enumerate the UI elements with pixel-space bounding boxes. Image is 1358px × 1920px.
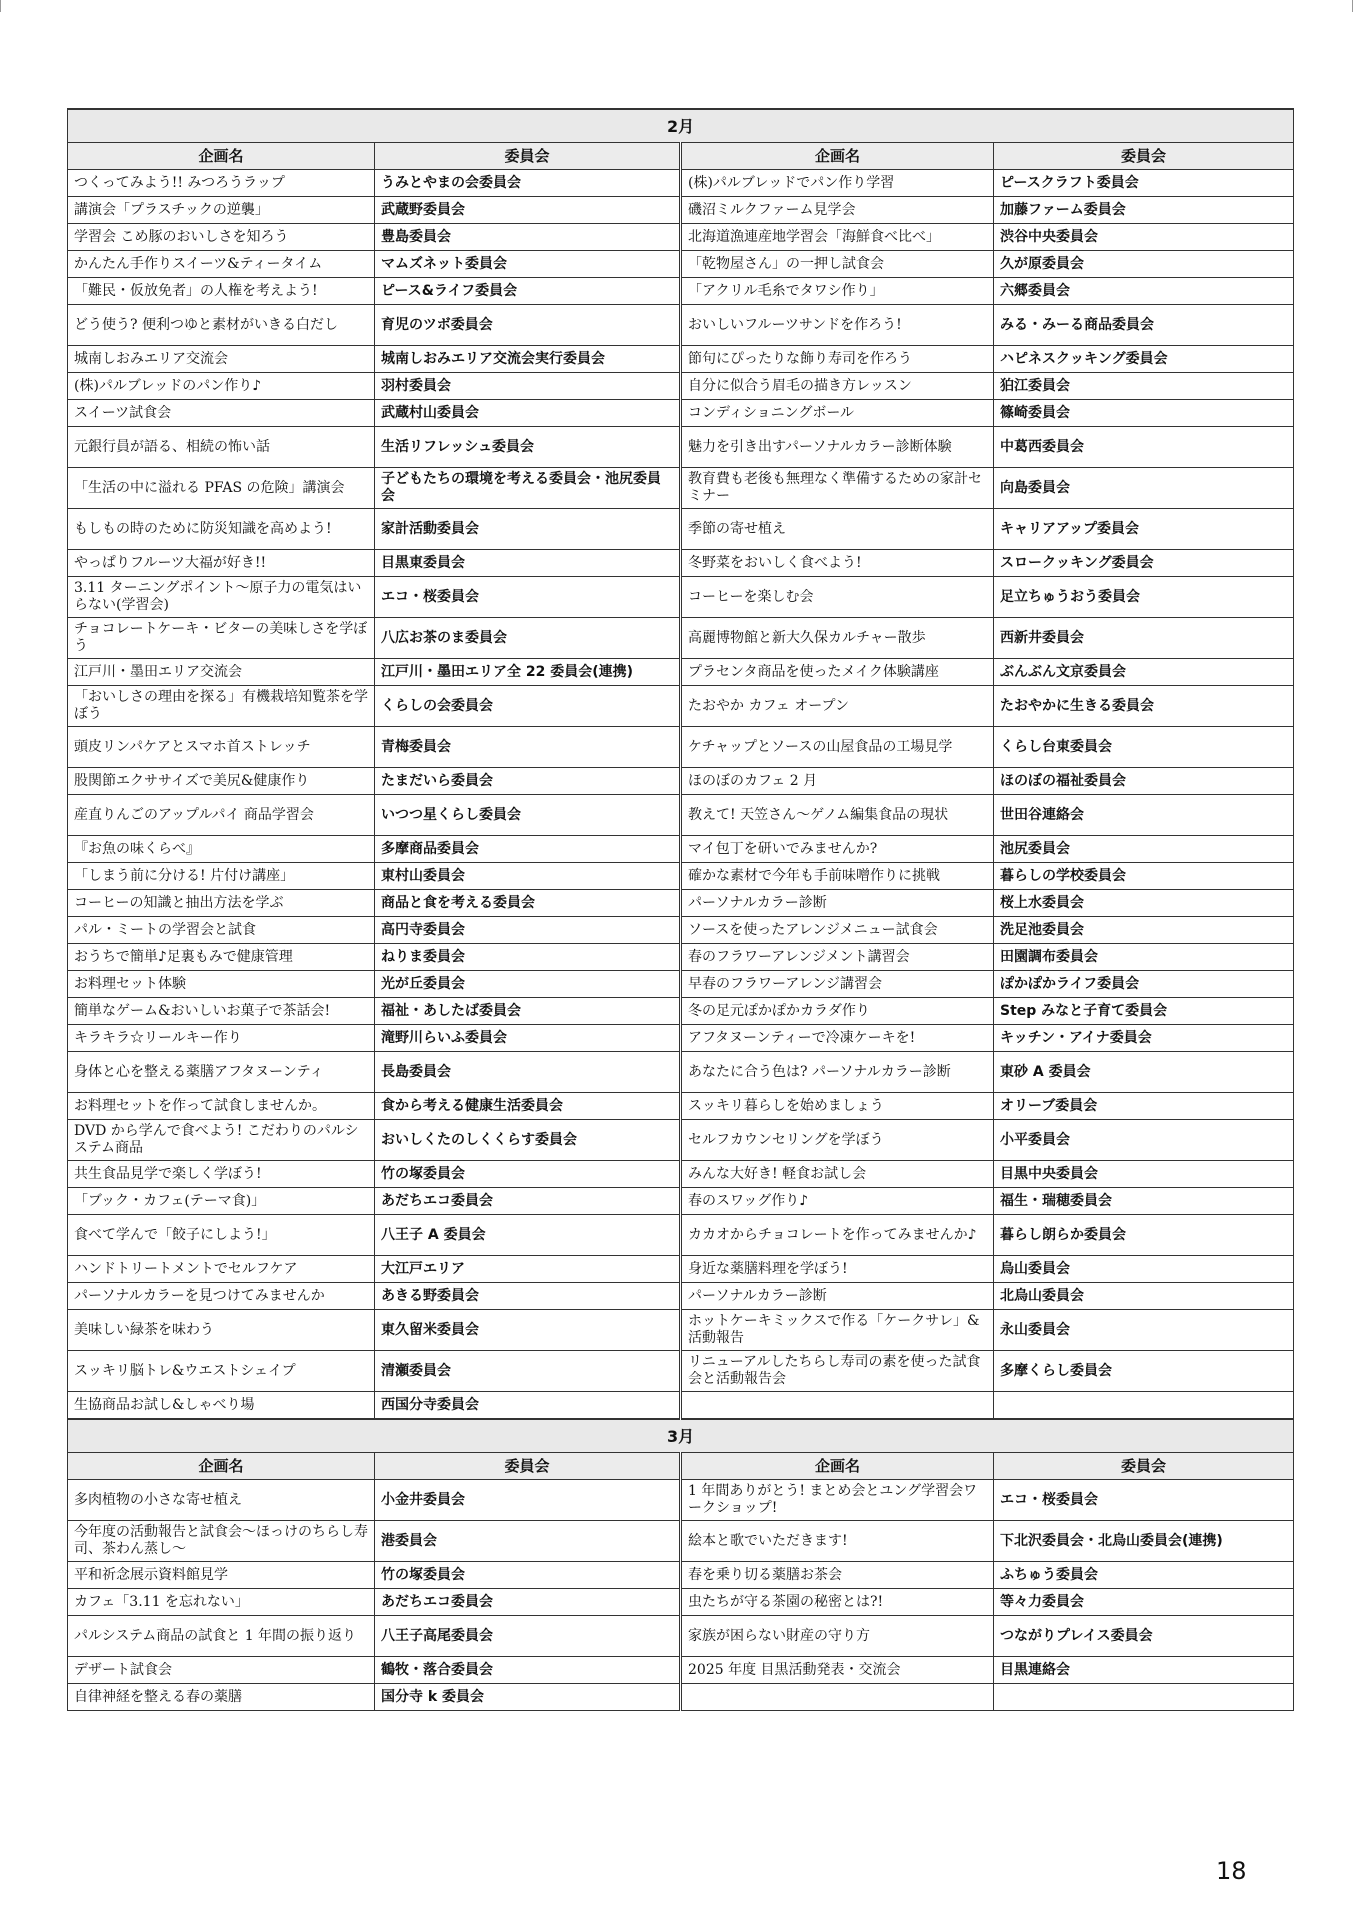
committee-cell: 国分寺 k 委員会 <box>375 1684 681 1711</box>
committee-cell: 足立ちゅうおう委員会 <box>994 577 1294 618</box>
committee-cell: ピース&ライフ委員会 <box>375 278 681 305</box>
event-name-cell: 季節の寄せ植え <box>681 509 994 550</box>
committee-cell: 東久留米委員会 <box>375 1310 681 1351</box>
event-name-cell: もしもの時のために防災知識を高めよう! <box>68 509 375 550</box>
event-name-cell: 江戸川・墨田エリア交流会 <box>68 659 375 686</box>
event-name-cell: 身体と心を整える薬膳アフタヌーンティ <box>68 1052 375 1093</box>
committee-cell: 高円寺委員会 <box>375 917 681 944</box>
event-name-cell: 「しまう前に分ける! 片付け講座」 <box>68 863 375 890</box>
event-name-cell: かんたん手作りスイーツ&ティータイム <box>68 251 375 278</box>
committee-cell: 多摩商品委員会 <box>375 836 681 863</box>
committee-cell: たまだいら委員会 <box>375 768 681 795</box>
event-name-cell: おいしいフルーツサンドを作ろう! <box>681 305 994 346</box>
month-title: 3月 <box>68 1419 1294 1453</box>
committee-cell: キッチン・アイナ委員会 <box>994 1025 1294 1052</box>
committee-cell: 城南しおみエリア交流会実行委員会 <box>375 346 681 373</box>
committee-cell: キャリアアップ委員会 <box>994 509 1294 550</box>
event-name-cell: 美味しい緑茶を味わう <box>68 1310 375 1351</box>
committee-cell: 羽村委員会 <box>375 373 681 400</box>
committee-cell: 向島委員会 <box>994 468 1294 509</box>
event-name-cell: アフタヌーンティーで冷凍ケーキを! <box>681 1025 994 1052</box>
event-name-cell: 虫たちが守る茶園の秘密とは?! <box>681 1589 994 1616</box>
event-name-cell: 「難民・仮放免者」の人権を考えよう! <box>68 278 375 305</box>
committee-cell: 中葛西委員会 <box>994 427 1294 468</box>
month-row <box>68 109 1294 143</box>
schedule-tables <box>67 108 1293 1711</box>
event-name-cell: お料理セット体験 <box>68 971 375 998</box>
committee-cell: 池尻委員会 <box>994 836 1294 863</box>
table-row <box>68 836 1294 863</box>
month-title: 2月 <box>68 109 1294 143</box>
event-name-cell: 教育費も老後も無理なく準備するための家計セミナー <box>681 468 994 509</box>
event-name-cell: 食べて学んで「餃子にしよう!」 <box>68 1215 375 1256</box>
committee-cell: 東砂 A 委員会 <box>994 1052 1294 1093</box>
committee-cell <box>994 1392 1294 1420</box>
table-row <box>68 278 1294 305</box>
committee-cell: 目黒東委員会 <box>375 550 681 577</box>
table-row <box>68 1025 1294 1052</box>
event-name-cell: コンディショニングボール <box>681 400 994 427</box>
table-row <box>68 863 1294 890</box>
event-name-cell: 自分に似合う眉毛の描き方レッスン <box>681 373 994 400</box>
committee-cell: 生活リフレッシュ委員会 <box>375 427 681 468</box>
table-row <box>68 1562 1294 1589</box>
committee-cell: 等々力委員会 <box>994 1589 1294 1616</box>
event-name-cell: パルシステム商品の試食と 1 年間の振り返り <box>68 1616 375 1657</box>
committee-cell: いつつ星くらし委員会 <box>375 795 681 836</box>
table-row <box>68 1589 1294 1616</box>
event-name-cell: 股関節エクササイズで美尻&健康作り <box>68 768 375 795</box>
event-name-cell: (株)パルブレッドでパン作り学習 <box>681 170 994 197</box>
table-row <box>68 1521 1294 1562</box>
committee-cell: エコ・桜委員会 <box>375 577 681 618</box>
committee-cell: 暮らしの学校委員会 <box>994 863 1294 890</box>
event-name-cell: ソースを使ったアレンジメニュー試食会 <box>681 917 994 944</box>
event-name-cell: ケチャップとソースの山屋食品の工場見学 <box>681 727 994 768</box>
committee-cell: エコ・桜委員会 <box>994 1480 1294 1521</box>
committee-cell: 多摩くらし委員会 <box>994 1351 1294 1392</box>
event-name-cell: DVD から学んで食べよう! こだわりのパルシステム商品 <box>68 1120 375 1161</box>
table-row <box>68 618 1294 659</box>
page-number: 18 <box>1216 1857 1247 1885</box>
committee-cell: マムズネット委員会 <box>375 251 681 278</box>
month-row <box>68 1419 1294 1453</box>
event-name-cell: 北海道漁連産地学習会「海鮮食べ比べ」 <box>681 224 994 251</box>
event-name-cell: 『お魚の味くらべ』 <box>68 836 375 863</box>
event-name-cell: 「アクリル毛糸でタワシ作り」 <box>681 278 994 305</box>
table-row <box>68 917 1294 944</box>
committee-cell: ぽかぽかライフ委員会 <box>994 971 1294 998</box>
committee-cell: 商品と食を考える委員会 <box>375 890 681 917</box>
event-name-cell: 確かな素材で今年も手前味噌作りに挑戦 <box>681 863 994 890</box>
event-name-cell: セルフカウンセリングを学ぼう <box>681 1120 994 1161</box>
committee-cell: 竹の塚委員会 <box>375 1562 681 1589</box>
committee-cell: Step みなと子育て委員会 <box>994 998 1294 1025</box>
committee-cell: 狛江委員会 <box>994 373 1294 400</box>
committee-cell: 福生・瑞穂委員会 <box>994 1188 1294 1215</box>
table-row <box>68 1161 1294 1188</box>
committee-cell: ふちゅう委員会 <box>994 1562 1294 1589</box>
event-name-cell: ほのぼのカフェ 2 月 <box>681 768 994 795</box>
event-name-cell: ハンドトリートメントでセルフケア <box>68 1256 375 1283</box>
event-name-cell: つくってみよう!! みつろうラップ <box>68 170 375 197</box>
committee-cell: みる・みーる商品委員会 <box>994 305 1294 346</box>
committee-cell: 育児のツボ委員会 <box>375 305 681 346</box>
committee-cell: 八王子高尾委員会 <box>375 1616 681 1657</box>
table-row <box>68 251 1294 278</box>
committee-cell: 世田谷連絡会 <box>994 795 1294 836</box>
committee-cell: 烏山委員会 <box>994 1256 1294 1283</box>
event-name-cell: 頭皮リンパケアとスマホ首ストレッチ <box>68 727 375 768</box>
committee-cell: 港委員会 <box>375 1521 681 1562</box>
committee-cell: 食から考える健康生活委員会 <box>375 1093 681 1120</box>
event-name-cell: 平和祈念展示資料館見学 <box>68 1562 375 1589</box>
committee-cell: 竹の塚委員会 <box>375 1161 681 1188</box>
table-row <box>68 400 1294 427</box>
committee-cell: 小平委員会 <box>994 1120 1294 1161</box>
event-name-cell: キラキラ☆リールキー作り <box>68 1025 375 1052</box>
event-name-cell: プラセンタ商品を使ったメイク体験講座 <box>681 659 994 686</box>
event-name-cell: 冬の足元ぽかぽかカラダ作り <box>681 998 994 1025</box>
event-name-cell: 春を乗り切る薬膳お茶会 <box>681 1562 994 1589</box>
table-row <box>68 577 1294 618</box>
committee-cell: 桜上水委員会 <box>994 890 1294 917</box>
committee-cell: 西国分寺委員会 <box>375 1392 681 1420</box>
event-name-cell: 元銀行員が語る、相続の怖い話 <box>68 427 375 468</box>
committee-cell: 八広お茶のま委員会 <box>375 618 681 659</box>
event-name-cell: (株)パルブレッドのパン作り♪ <box>68 373 375 400</box>
event-name-cell: チョコレートケーキ・ビターの美味しさを学ぼう <box>68 618 375 659</box>
committee-cell: 暮らし朗らか委員会 <box>994 1215 1294 1256</box>
column-header-event: 企画名 <box>68 143 375 170</box>
committee-cell: 加藤ファーム委員会 <box>994 197 1294 224</box>
event-name-cell <box>681 1392 994 1420</box>
committee-cell: 小金井委員会 <box>375 1480 681 1521</box>
event-name-cell: 魅力を引き出すパーソナルカラー診断体験 <box>681 427 994 468</box>
event-name-cell: 講演会「プラスチックの逆襲」 <box>68 197 375 224</box>
committee-cell: 子どもたちの環境を考える委員会・池尻委員会 <box>375 468 681 509</box>
committee-cell: 東村山委員会 <box>375 863 681 890</box>
column-header-event: 企画名 <box>681 1453 994 1480</box>
event-name-cell <box>681 1684 994 1711</box>
table-row <box>68 305 1294 346</box>
committee-cell: 目黒中央委員会 <box>994 1161 1294 1188</box>
event-name-cell: 共生食品見学で楽しく学ぼう! <box>68 1161 375 1188</box>
committee-cell: 滝野川らいふ委員会 <box>375 1025 681 1052</box>
column-header-committee: 委員会 <box>994 143 1294 170</box>
table-row <box>68 1052 1294 1093</box>
table-row <box>68 170 1294 197</box>
table-row <box>68 1283 1294 1310</box>
event-name-cell: 春のスワッグ作り♪ <box>681 1188 994 1215</box>
column-header-event: 企画名 <box>681 143 994 170</box>
table-row <box>68 998 1294 1025</box>
event-name-cell: 高麗博物館と新大久保カルチャー散歩 <box>681 618 994 659</box>
committee-cell: 家計活動委員会 <box>375 509 681 550</box>
event-name-cell: どう使う? 便利つゆと素材がいきる白だし <box>68 305 375 346</box>
committee-cell: 下北沢委員会・北烏山委員会(連携) <box>994 1521 1294 1562</box>
committee-cell: あきる野委員会 <box>375 1283 681 1310</box>
table-row <box>68 1215 1294 1256</box>
table-row <box>68 890 1294 917</box>
table-row <box>68 509 1294 550</box>
schedule-table <box>67 108 1294 1711</box>
table-row <box>68 686 1294 727</box>
committee-cell: ぶんぶん文京委員会 <box>994 659 1294 686</box>
table-row <box>68 224 1294 251</box>
committee-cell: あだちエコ委員会 <box>375 1589 681 1616</box>
event-name-cell: 今年度の活動報告と試食会～ほっけのちらし寿司、茶わん蒸し～ <box>68 1521 375 1562</box>
committee-cell: あだちエコ委員会 <box>375 1188 681 1215</box>
committee-cell: 洗足池委員会 <box>994 917 1294 944</box>
event-name-cell: 絵本と歌でいただきます! <box>681 1521 994 1562</box>
event-name-cell: マイ包丁を研いでみませんか? <box>681 836 994 863</box>
event-name-cell: 節句にぴったりな飾り寿司を作ろう <box>681 346 994 373</box>
event-name-cell: デザート試食会 <box>68 1657 375 1684</box>
event-name-cell: 身近な薬膳料理を学ぼう! <box>681 1256 994 1283</box>
event-name-cell: パーソナルカラー診断 <box>681 890 994 917</box>
table-row <box>68 727 1294 768</box>
table-row <box>68 1093 1294 1120</box>
table-row <box>68 1684 1294 1711</box>
committee-cell: 光が丘委員会 <box>375 971 681 998</box>
event-name-cell: 多肉植物の小さな寄せ植え <box>68 1480 375 1521</box>
event-name-cell: 「乾物屋さん」の一押し試食会 <box>681 251 994 278</box>
table-row <box>68 373 1294 400</box>
crop-mark-right <box>1352 0 1358 12</box>
event-name-cell: パーソナルカラーを見つけてみませんか <box>68 1283 375 1310</box>
table-row <box>68 795 1294 836</box>
event-name-cell: 早春のフラワーアレンジ講習会 <box>681 971 994 998</box>
committee-cell: 目黒連絡会 <box>994 1657 1294 1684</box>
committee-cell: 西新井委員会 <box>994 618 1294 659</box>
event-name-cell: 「ブック・カフェ(テーマ食)」 <box>68 1188 375 1215</box>
table-row <box>68 1392 1294 1420</box>
table-row <box>68 659 1294 686</box>
committee-cell: 北烏山委員会 <box>994 1283 1294 1310</box>
event-name-cell: スッキリ暮らしを始めましょう <box>681 1093 994 1120</box>
column-header-committee: 委員会 <box>375 143 681 170</box>
event-name-cell: 冬野菜をおいしく食べよう! <box>681 550 994 577</box>
table-row <box>68 1351 1294 1392</box>
committee-cell: 長島委員会 <box>375 1052 681 1093</box>
committee-cell: 清瀬委員会 <box>375 1351 681 1392</box>
table-row <box>68 1256 1294 1283</box>
committee-cell: 大江戸エリア <box>375 1256 681 1283</box>
event-name-cell: コーヒーの知識と抽出方法を学ぶ <box>68 890 375 917</box>
committee-cell: ねりま委員会 <box>375 944 681 971</box>
committee-cell: つながりプレイス委員会 <box>994 1616 1294 1657</box>
event-name-cell: リニューアルしたちらし寿司の素を使った試食会と活動報告会 <box>681 1351 994 1392</box>
table-row <box>68 1188 1294 1215</box>
event-name-cell: みんな大好き! 軽食お試し会 <box>681 1161 994 1188</box>
committee-cell: ハピネスクッキング委員会 <box>994 346 1294 373</box>
event-name-cell: おうちで簡単♪足裏もみで健康管理 <box>68 944 375 971</box>
header-row <box>68 143 1294 170</box>
event-name-cell: 自律神経を整える春の薬膳 <box>68 1684 375 1711</box>
event-name-cell: スッキリ脳トレ&ウエストシェイプ <box>68 1351 375 1392</box>
committee-cell: ほのぼの福祉委員会 <box>994 768 1294 795</box>
table-row <box>68 971 1294 998</box>
committee-cell: 渋谷中央委員会 <box>994 224 1294 251</box>
event-name-cell: 「生活の中に溢れる PFAS の危険」講演会 <box>68 468 375 509</box>
event-name-cell: たおやか カフェ オープン <box>681 686 994 727</box>
committee-cell: 江戸川・墨田エリア全 22 委員会(連携) <box>375 659 681 686</box>
table-row <box>68 427 1294 468</box>
committee-cell: オリーブ委員会 <box>994 1093 1294 1120</box>
committee-cell: スロークッキング委員会 <box>994 550 1294 577</box>
committee-cell: ピースクラフト委員会 <box>994 170 1294 197</box>
committee-cell: 鶴牧・落合委員会 <box>375 1657 681 1684</box>
event-name-cell: 家族が困らない財産の守り方 <box>681 1616 994 1657</box>
event-name-cell: やっぱりフルーツ大福が好き!! <box>68 550 375 577</box>
event-name-cell: 学習会 こめ豚のおいしさを知ろう <box>68 224 375 251</box>
table-row <box>68 1616 1294 1657</box>
crop-mark-left <box>0 0 6 12</box>
committee-cell: 福祉・あしたば委員会 <box>375 998 681 1025</box>
event-name-cell: お料理セットを作って試食しませんか。 <box>68 1093 375 1120</box>
table-row <box>68 944 1294 971</box>
committee-cell: たおやかに生きる委員会 <box>994 686 1294 727</box>
committee-cell <box>994 1684 1294 1711</box>
committee-cell: 武蔵野委員会 <box>375 197 681 224</box>
committee-cell: 久が原委員会 <box>994 251 1294 278</box>
table-row <box>68 1480 1294 1521</box>
event-name-cell: 簡単なゲーム&おいしいお菓子で茶話会! <box>68 998 375 1025</box>
event-name-cell: カカオからチョコレートを作ってみませんか♪ <box>681 1215 994 1256</box>
table-row <box>68 1657 1294 1684</box>
committee-cell: 武蔵村山委員会 <box>375 400 681 427</box>
event-name-cell: あなたに合う色は? パーソナルカラー診断 <box>681 1052 994 1093</box>
event-name-cell: 春のフラワーアレンジメント講習会 <box>681 944 994 971</box>
event-name-cell: ホットケーキミックスで作る「ケークサレ」&活動報告 <box>681 1310 994 1351</box>
committee-cell: うみとやまの会委員会 <box>375 170 681 197</box>
event-name-cell: 産直りんごのアップルパイ 商品学習会 <box>68 795 375 836</box>
committee-cell: 田園調布委員会 <box>994 944 1294 971</box>
event-name-cell: 「おいしさの理由を探る」有機栽培知覧茶を学ぼう <box>68 686 375 727</box>
table-row <box>68 468 1294 509</box>
committee-cell: 青梅委員会 <box>375 727 681 768</box>
event-name-cell: パル・ミートの学習会と試食 <box>68 917 375 944</box>
committee-cell: くらしの会委員会 <box>375 686 681 727</box>
committee-cell: 豊島委員会 <box>375 224 681 251</box>
committee-cell: くらし台東委員会 <box>994 727 1294 768</box>
column-header-committee: 委員会 <box>994 1453 1294 1480</box>
committee-cell: おいしくたのしくくらす委員会 <box>375 1120 681 1161</box>
event-name-cell: 教えて! 天笠さん～ゲノム編集食品の現状 <box>681 795 994 836</box>
header-row <box>68 1453 1294 1480</box>
table-row <box>68 1310 1294 1351</box>
table-row <box>68 1120 1294 1161</box>
event-name-cell: パーソナルカラー診断 <box>681 1283 994 1310</box>
committee-cell: 永山委員会 <box>994 1310 1294 1351</box>
table-row <box>68 550 1294 577</box>
event-name-cell: 城南しおみエリア交流会 <box>68 346 375 373</box>
event-name-cell: 1 年間ありがとう! まとめ会とユング学習会ワークショップ! <box>681 1480 994 1521</box>
committee-cell: 六郷委員会 <box>994 278 1294 305</box>
committee-cell: 八王子 A 委員会 <box>375 1215 681 1256</box>
event-name-cell: 3.11 ターニングポイント～原子力の電気はいらない(学習会) <box>68 577 375 618</box>
committee-cell: 篠崎委員会 <box>994 400 1294 427</box>
event-name-cell: コーヒーを楽しむ会 <box>681 577 994 618</box>
table-row <box>68 768 1294 795</box>
column-header-committee: 委員会 <box>375 1453 681 1480</box>
event-name-cell: 生協商品お試し&しゃべり場 <box>68 1392 375 1420</box>
column-header-event: 企画名 <box>68 1453 375 1480</box>
event-name-cell: スイーツ試食会 <box>68 400 375 427</box>
event-name-cell: 2025 年度 目黒活動発表・交流会 <box>681 1657 994 1684</box>
event-name-cell: カフェ「3.11 を忘れない」 <box>68 1589 375 1616</box>
table-row <box>68 346 1294 373</box>
table-row <box>68 197 1294 224</box>
event-name-cell: 磯沼ミルクファーム見学会 <box>681 197 994 224</box>
